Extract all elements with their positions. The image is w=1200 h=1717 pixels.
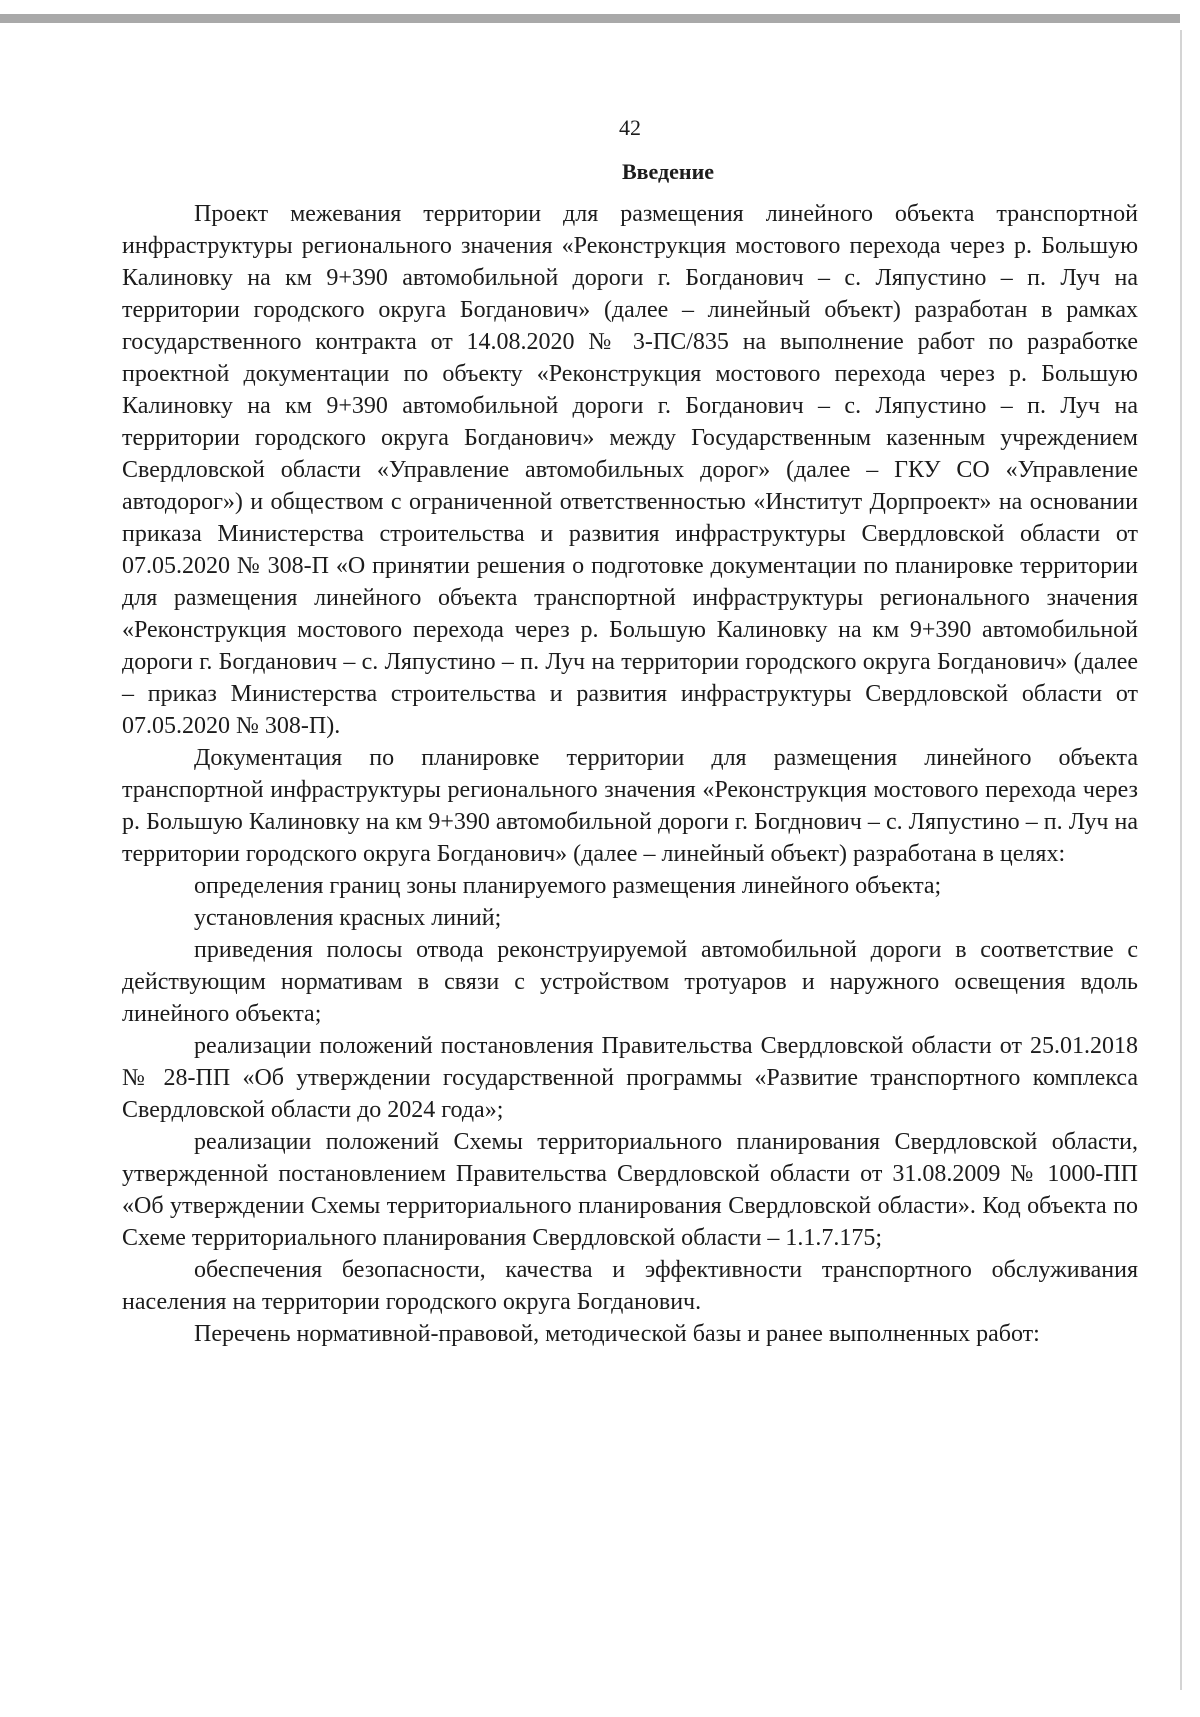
document-body bbox=[122, 156, 1138, 1350]
list-item: реализации положений Схемы территориального планирования Свердловской области, утвержденной постановлением Правительства Свердловской области от 31.08.2009 № 1000-ПП «Об утверждении Схемы территориального планирования Свердловской области». Код объекта по Схеме территориального планирования Свердловской области – 1.1.7.175; bbox=[122, 1129, 1138, 1251]
list-item: определения границ зоны планируемого размещения линейного объекта; bbox=[194, 873, 942, 899]
purpose-paragraph: Документация по планировке территории для размещения линейного объекта транспортной инфраструктуры регионального значения «Реконструкция мостового перехода через р. Большую Калиновку на км 9+390 автомобильной дороги г. Богднович – с. Ляпустино – п. Луч на территории городского округа Богданович» (далее – линейный объект) разработана в целях: bbox=[122, 745, 1138, 867]
scan-top-border bbox=[0, 14, 1180, 23]
list-item: приведения полосы отвода реконструируемой автомобильной дороги в соответствие с действующим нормативам в связи с устройством тротуаров и наружного освещения вдоль линейного объекта; bbox=[122, 937, 1138, 1027]
list-item: обеспечения безопасности, качества и эффективности транспортного обслуживания населения на территории городского округа Богданович. bbox=[122, 1257, 1138, 1315]
page-number: 42 bbox=[619, 115, 641, 140]
purpose-list bbox=[122, 870, 1138, 1318]
closing-paragraph: Перечень нормативной-правовой, методической базы и ранее выполненных работ: bbox=[194, 1321, 1040, 1347]
section-heading: Введение bbox=[621, 159, 715, 184]
list-item: установления красных линий; bbox=[194, 905, 502, 931]
list-item: реализации положений постановления Правительства Свердловской области от 25.01.2018 № 28-ПП «Об утверждении государственной программы «Развитие транспортного комплекса Свердловской области до 2024 года»; bbox=[122, 1033, 1138, 1123]
scan-right-border bbox=[1180, 30, 1182, 1690]
intro-paragraph: Проект межевания территории для размещения линейного объекта транспортной инфраструктуры регионального значения «Реконструкция мостового перехода через р. Большую Калиновку на км 9+390 автомобильной дороги г. Богданович – с. Ляпустино – п. Луч на территории городского округа Богданович» (далее – линейный объект) разработан в рамках государственного контракта от 14.08.2020 № 3-ПС/835 на выполнение работ по разработке проектной документации по объекту «Реконструкция мостового перехода через р. Большую Калиновку на км 9+390 автомобильной дороги г. Богданович – с. Ляпустино – п. Луч на территории городского округа Богданович» между Государственным казенным учреждением Свердловской области «Управление автомобильных дорог» (далее – ГКУ СО «Управление автодорог») и обществом с ограниченной ответственностью «Институт Дорпроект» на основании приказа Министерства строительства и развития инфраструктуры Свердловской области от 07.05.2020 № 308-П «О принятии решения о подготовке документации по планировке территории для размещения линейного объекта транспортной инфраструктуры регионального значения «Реконструкция мостового перехода через р. Большую Калиновку на км 9+390 автомобильной дороги г. Богданович – с. Ляпустино – п. Луч на территории городского округа Богданович» (далее – приказ Министерства строительства и развития инфраструктуры Свердловской области от 07.05.2020 № 308-П). bbox=[122, 201, 1138, 739]
